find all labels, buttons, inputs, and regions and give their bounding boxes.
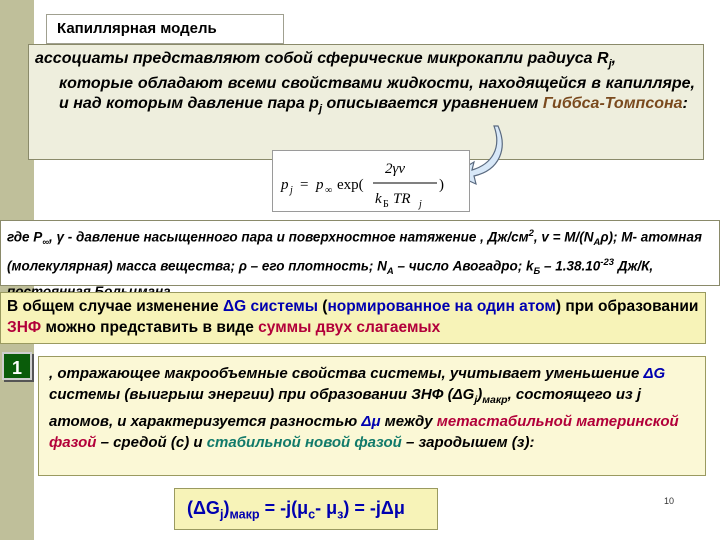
- def-sup-2: 2: [528, 228, 534, 239]
- result-text-4: - μ: [315, 498, 338, 518]
- macro-text-3: системы (выигрыш энергии) при образовании ЗНФ (ΔG: [49, 386, 475, 403]
- formula-exp: exp(: [337, 177, 364, 193]
- result-sub-3: с: [308, 507, 316, 522]
- def-text-3: , v = M/(N: [533, 229, 594, 245]
- intro-text-2: которые обладают всеми свойствами жидкости, находящейся в капилляре, и над которым давление пара p: [59, 75, 695, 113]
- normalized-per-atom: нормированное на один атом: [327, 298, 556, 315]
- intro-line-1: [35, 49, 695, 74]
- znf-term: ЗНФ: [7, 319, 42, 336]
- macro-delta-g: ΔG: [643, 365, 666, 382]
- formula-numerator: 2γv: [385, 161, 406, 177]
- intro-paragraph: [28, 44, 704, 160]
- def-text-7: Дж/К,: [617, 258, 654, 274]
- result-text-1: (ΔG: [187, 498, 220, 518]
- sum-of-two-terms: суммы двух слагаемых: [258, 319, 441, 336]
- result-text-5: ) = -jΔμ: [343, 498, 405, 518]
- macro-text-7: между: [380, 413, 437, 430]
- formula-den-j-sub: j: [419, 199, 422, 210]
- metastable-parent-phase: метастабильной материнской фазой: [49, 413, 679, 451]
- general-text-3: (: [317, 298, 328, 315]
- macro-text-9: – средой (с) и: [96, 434, 207, 451]
- gibbs-thomson-term: Гиббса-Томпсона: [542, 95, 683, 113]
- macro-sub-4: макр: [482, 394, 508, 406]
- term-number-badge: 1: [2, 352, 32, 380]
- intro-sub-2: j: [318, 103, 323, 116]
- slide-title-text: Капиллярная модель: [57, 20, 217, 37]
- page-number: 10: [664, 496, 675, 506]
- formula-den-tr: TR: [393, 191, 411, 207]
- delta-g-system: ΔG системы: [222, 298, 318, 315]
- general-case-paragraph: [0, 292, 706, 344]
- result-sub-2: макр: [229, 507, 260, 522]
- intro-comma: ,: [611, 50, 617, 67]
- formula-lhs-sub: j: [290, 185, 293, 196]
- formula-close: ): [439, 177, 444, 193]
- result-text-2: ): [223, 498, 230, 518]
- intro-line-2: [35, 74, 695, 119]
- macro-text-4: ): [477, 386, 483, 403]
- def-sub-5: Б: [533, 266, 541, 278]
- def-text-5: – число Авогадро; k: [393, 258, 534, 274]
- result-sub-1: j: [219, 507, 224, 522]
- macro-sub-3: j: [474, 394, 478, 406]
- result-sub-4: з: [337, 507, 344, 522]
- slide-title: [46, 14, 284, 44]
- def-sub-4: A: [386, 266, 394, 278]
- formula-p-inf: p: [316, 177, 324, 193]
- formula-svg: [273, 151, 471, 213]
- intro-text-3: описывается уравнением: [322, 95, 543, 113]
- formula-lhs: p: [281, 177, 289, 193]
- def-sub-1: ∞: [42, 237, 50, 249]
- general-text-5: ) при образовании: [555, 298, 699, 315]
- intro-sub-1: j: [608, 58, 612, 71]
- formula-eq: =: [300, 177, 309, 193]
- macro-text-1: , отражающее макрообъемные свойства системы, учитывает уменьшение: [49, 365, 644, 382]
- definitions-paragraph: [0, 220, 720, 286]
- formula-den-k: k: [375, 191, 382, 207]
- general-text-7: можно представить в виде: [41, 319, 259, 336]
- result-text-3: = -j(μ: [259, 498, 309, 518]
- intro-colon: :: [682, 95, 688, 113]
- general-text-1: В общем случае изменение: [7, 298, 223, 315]
- macro-delta-mu: Δμ: [361, 413, 381, 430]
- gibbs-thomson-formula: [272, 150, 470, 212]
- def-sup-6: -23: [600, 257, 614, 269]
- def-text-1: где P: [7, 229, 43, 245]
- def-sub-3: A: [593, 237, 601, 249]
- def-text-6: – 1.38.10: [540, 258, 601, 274]
- formula-p-inf-sub: ∞: [325, 185, 333, 196]
- intro-text-1: ассоциаты представляют собой сферические микрокапли радиуса R: [35, 50, 609, 67]
- macro-text-5: , состоящего из j атомов, и характеризуется разностью: [49, 386, 642, 430]
- def-text-2: , γ - давление насыщенного пара и поверхностное натяжение , Дж/см: [49, 229, 529, 245]
- macro-term-paragraph: [38, 356, 706, 476]
- macro-result-formula: [174, 488, 438, 530]
- macro-text-11: – зародышем (з):: [401, 434, 535, 451]
- stable-new-phase: стабильной новой фазой: [206, 434, 402, 451]
- def-text-4: ρ); M- атомная (молекулярная) масса вещества; ρ – его плотность; N: [7, 229, 702, 274]
- formula-den-k-sub: Б: [383, 199, 389, 210]
